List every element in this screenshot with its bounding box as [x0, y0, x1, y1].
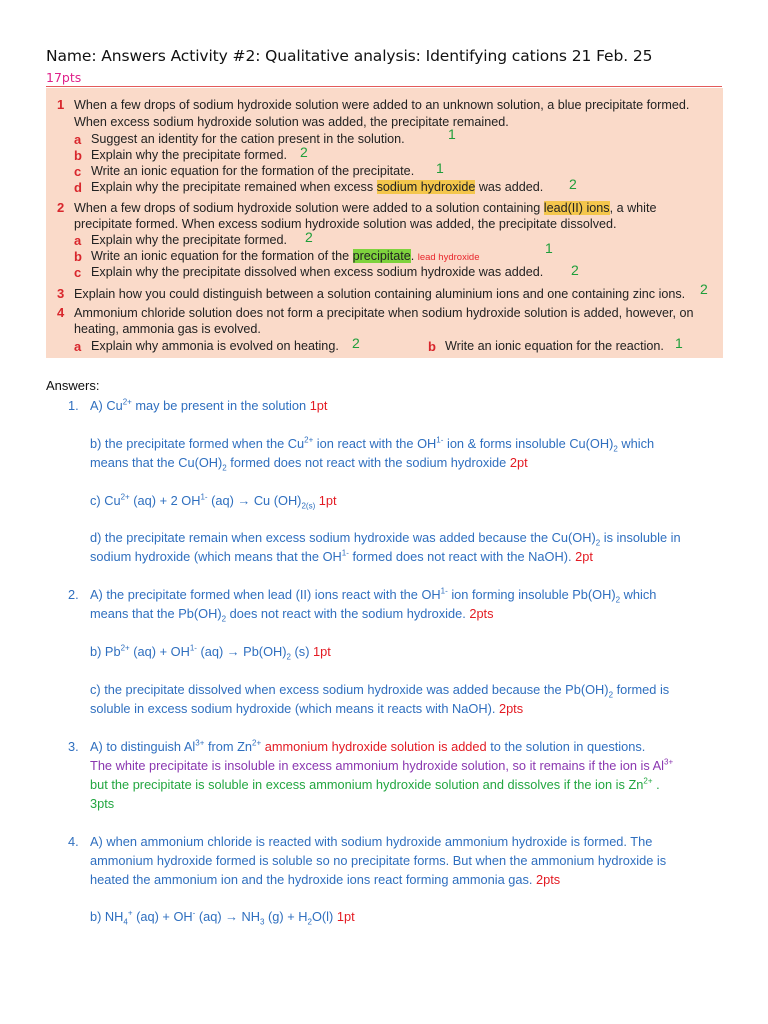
question-part: Explain why the precipitate remained when excess sodium hydroxide was added. — [91, 180, 544, 194]
answer-number: 4. — [68, 834, 79, 849]
part-score: 2 — [569, 176, 577, 192]
highlight: sodium hydroxide — [376, 180, 476, 194]
part-score: 2 — [352, 335, 360, 351]
question-part: Explain why the precipitate dissolved when excess sodium hydroxide was added. — [91, 265, 544, 279]
answers-heading: Answers: — [46, 378, 100, 393]
answer-1d: sodium hydroxide (which means that the $OH^{1-}$ formed does not react with the NaOH). 2pt — [90, 548, 593, 564]
answer-2a: means that the $Pb(OH)_2$ does not react with the sodium hydroxide. 2pts — [90, 606, 494, 624]
question-number: 2 — [57, 200, 65, 215]
question-text: When a few drops of sodium hydroxide solution were added to a solution containing lead(II) ions, a white — [74, 201, 657, 215]
points-label: 1pt — [318, 493, 337, 508]
question-text: precipitate formed. When excess sodium hydroxide solution was added, the precipitate dissolved. — [74, 217, 617, 231]
question-part: Explain why the precipitate formed. — [91, 148, 288, 162]
answer-3: but the precipitate is soluble in excess ammonium hydroxide solution and dissolves if the ion is $Zn^{2+}$ . — [90, 776, 660, 792]
question-text: Ammonium chloride solution does not form a precipitate when sodium hydroxide solution is added, however, on — [74, 306, 694, 320]
answer-2c: soluble in excess sodium hydroxide (which means it reacts with NaOH). 2pts — [90, 701, 524, 716]
part-score: 2 — [700, 281, 708, 297]
answer-3: A) to distinguish $Al^{3+}$ from $Zn^{2+}$ ammonium hydroxide solution is added to the solution in questions. — [90, 738, 646, 754]
question-text: When excess sodium hydroxide solution was added, the precipitate remained. — [74, 115, 509, 129]
answer-number: 3. — [68, 739, 79, 754]
total-points: 17pts — [46, 70, 82, 85]
question-number: 1 — [57, 97, 65, 112]
points-label: 2pt — [509, 455, 528, 470]
answer-4b: b) $NH_4^+$ (aq) + OH- $(aq) \to NH_3$ $(g) + H_2O(l)$ 1pt — [90, 908, 355, 927]
part-letter: b — [74, 148, 82, 163]
question-text: When a few drops of sodium hydroxide solution were added to an unknown solution, a blue precipitate formed. — [74, 98, 690, 112]
question-part: Explain why the precipitate formed. — [91, 233, 288, 247]
part-letter: b — [74, 249, 82, 264]
answer-4a: heated the ammonium ion and the hydroxide ions react forming ammonia gas. 2pts — [90, 872, 561, 887]
part-letter: a — [74, 339, 82, 354]
question-part: Suggest an identity for the cation present in the solution. — [91, 132, 405, 146]
answer-3: The white precipitate is insoluble in excess ammonium hydroxide solution, so it remains if the ion is $Al^{3+}$ — [90, 757, 674, 773]
part-letter: a — [74, 233, 82, 248]
part-score: 2 — [300, 144, 308, 160]
answer-2a: A) the precipitate formed when lead (II) ions react with the $OH^{1-}$ ion forming insoluble $Pb(OH)_2$ which — [90, 586, 657, 605]
answer-1d: d) the precipitate remain when excess sodium hydroxide was added because the $Cu(OH)_2$ is insoluble in — [90, 530, 681, 548]
part-letter: d — [74, 180, 82, 195]
question-number: 3 — [57, 286, 65, 301]
part-letter: b — [428, 339, 436, 354]
points-label: 3pts — [90, 796, 115, 811]
points-label: 2pts — [536, 872, 561, 887]
points-label: 1pt — [309, 398, 328, 413]
answer-2c: c) the precipitate dissolved when excess sodium hydroxide was added because the $Pb(OH)_2$ formed is — [90, 682, 670, 700]
answer-4a: ammonium hydroxide formed is soluble so no precipitate forms. But when the ammonium hydroxide is — [90, 853, 667, 868]
part-score: 2 — [305, 229, 313, 245]
page-title: Name: Answers Activity #2: Qualitative analysis: Identifying cations 21 Feb. 25 — [46, 47, 653, 65]
answer-1a: A) $Cu^{2+}$ may be present in the solution 1pt — [90, 397, 328, 413]
question-part: Explain why ammonia is evolved on heating. — [91, 339, 339, 353]
part-score: 2 — [571, 262, 579, 278]
question-text: Explain how you could distinguish between a solution containing aluminium ions and one containing zinc ions. — [74, 287, 686, 301]
highlight: precipitate — [352, 249, 411, 263]
question-text: heating, ammonia gas is evolved. — [74, 322, 261, 336]
answer-2b: b) $Pb^{2+}$ $(aq) + OH^{1-}$ $(aq) \to Pb(OH)_2$ (s) 1pt — [90, 643, 331, 662]
part-score: 1 — [545, 240, 553, 256]
highlight: lead(II) ions — [543, 201, 610, 215]
part-letter: c — [74, 164, 82, 179]
divider — [46, 86, 722, 87]
question-part: Write an ionic equation for the formation of the precipitate. lead hydroxide — [91, 249, 480, 263]
answer-1c: c) $Cu^{2+}$ (aq) + 2 $OH^{1-}$ (aq) → Cu $(OH)_{2(s)}$ 1pt — [90, 492, 337, 511]
part-letter: c — [74, 265, 82, 280]
answer-1b: b) the precipitate formed when the $Cu^{2+}$ ion react with the $OH^{1-}$ ion & forms insoluble $Cu(OH)_2$ which — [90, 435, 655, 454]
points-label: 1pt — [336, 909, 355, 924]
part-score: 1 — [448, 126, 456, 142]
answer-4a: A) when ammonium chloride is reacted with sodium hydroxide ammonium hydroxide is formed. The — [90, 834, 653, 849]
points-label: 1pt — [313, 644, 331, 659]
points-label: 2pts — [498, 701, 524, 716]
part-score: 1 — [675, 335, 683, 351]
points-label: 2pts — [469, 606, 494, 621]
answer-number: 2. — [68, 587, 79, 602]
handwritten-note: lead hydroxide — [417, 252, 480, 263]
points-label: 2pt — [575, 549, 593, 564]
answer-1b: means that the $Cu(OH)_2$ formed does not react with the sodium hydroxide 2pt — [90, 455, 528, 473]
question-part: Write an ionic equation for the reaction. — [445, 339, 664, 353]
question-part: Write an ionic equation for the formation of the precipitate. — [91, 164, 415, 178]
answer-number: 1. — [68, 398, 79, 413]
part-letter: a — [74, 132, 82, 147]
question-number: 4 — [57, 305, 65, 320]
part-score: 1 — [436, 160, 444, 176]
